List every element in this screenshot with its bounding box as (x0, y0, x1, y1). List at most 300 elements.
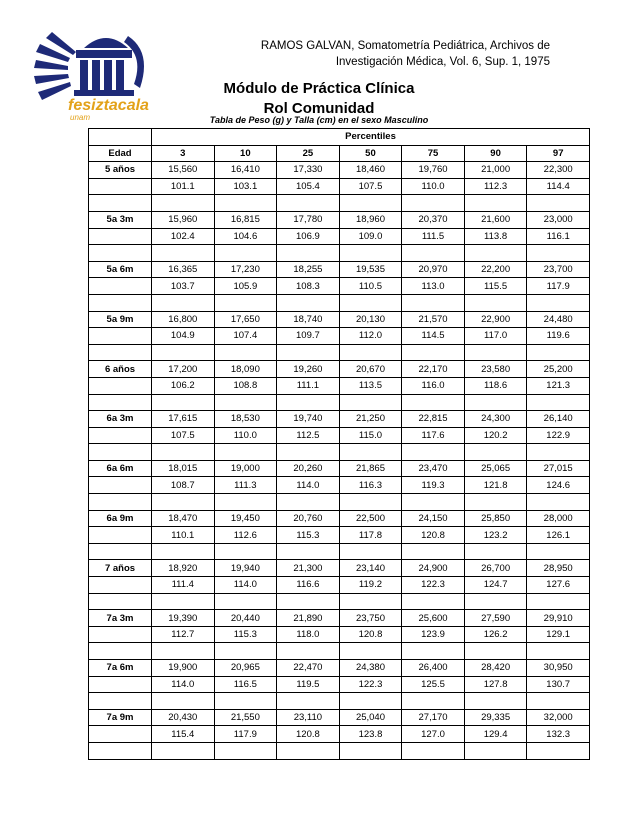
height-cell: 122.3 (402, 577, 465, 594)
height-cell: 121.3 (527, 377, 590, 394)
height-cell: 107.4 (214, 328, 277, 345)
weight-cell: 21,300 (277, 560, 340, 577)
weight-cell: 23,470 (402, 460, 465, 477)
spacer-cell (214, 294, 277, 311)
spacer-cell (339, 245, 402, 262)
weight-cell: 30,950 (527, 660, 590, 677)
weight-cell: 20,970 (402, 261, 465, 278)
spacer-cell (277, 394, 340, 411)
age-label-cell: 5a 9m (89, 311, 152, 328)
weight-cell: 26,140 (527, 411, 590, 428)
weight-cell: 23,580 (464, 361, 527, 378)
height-cell: 111.3 (214, 477, 277, 494)
spacer-cell (464, 444, 527, 461)
table-row-height (89, 477, 590, 494)
spacer-cell (464, 245, 527, 262)
height-cell: 122.9 (527, 427, 590, 444)
table-caption: Tabla de Peso (g) y Talla (cm) en el sexo Masculino (209, 115, 429, 125)
table-row-height (89, 178, 590, 195)
weight-cell: 20,130 (339, 311, 402, 328)
spacer-cell (277, 543, 340, 560)
percentiles-header: Percentiles (152, 129, 590, 146)
table-row-height (89, 328, 590, 345)
age-label-cell: 7a 3m (89, 610, 152, 627)
height-cell: 109.0 (339, 228, 402, 245)
spacer-cell (464, 693, 527, 710)
height-cell: 117.9 (527, 278, 590, 295)
table-row-height (89, 377, 590, 394)
height-cell: 113.5 (339, 377, 402, 394)
height-cell: 107.5 (152, 427, 215, 444)
spacer-cell (464, 494, 527, 511)
spacer-cell (214, 593, 277, 610)
percentile-header-cell: 25 (277, 145, 340, 162)
table-row-weight (89, 311, 590, 328)
spacer-cell (339, 742, 402, 759)
spacer-cell (214, 543, 277, 560)
weight-cell: 15,560 (152, 162, 215, 179)
spacer-cell (277, 245, 340, 262)
spacer-cell (214, 344, 277, 361)
height-cell: 111.4 (152, 577, 215, 594)
weight-cell: 21,865 (339, 460, 402, 477)
table-row-height (89, 527, 590, 544)
height-cell: 104.9 (152, 328, 215, 345)
weight-cell: 27,015 (527, 460, 590, 477)
height-cell: 105.4 (277, 178, 340, 195)
spacer-cell (402, 195, 465, 212)
height-cell: 111.5 (402, 228, 465, 245)
weight-cell: 28,420 (464, 660, 527, 677)
spacer-cell (527, 245, 590, 262)
empty-age-cell (89, 328, 152, 345)
height-cell: 115.5 (464, 278, 527, 295)
weight-cell: 28,950 (527, 560, 590, 577)
table-body (89, 162, 590, 759)
weight-cell: 19,450 (214, 510, 277, 527)
height-cell: 119.2 (339, 577, 402, 594)
spacer-cell (89, 444, 152, 461)
height-cell: 110.5 (339, 278, 402, 295)
empty-age-cell (89, 726, 152, 743)
empty-age-cell (89, 377, 152, 394)
spacer-cell (277, 195, 340, 212)
citation (250, 38, 550, 70)
weight-cell: 19,900 (152, 660, 215, 677)
height-cell: 113.8 (464, 228, 527, 245)
empty-age-cell (89, 577, 152, 594)
weight-cell: 21,600 (464, 211, 527, 228)
age-label-cell: 7 años (89, 560, 152, 577)
table-row-height (89, 577, 590, 594)
spacer-cell (277, 494, 340, 511)
spacer-cell (152, 394, 215, 411)
table-row-weight (89, 460, 590, 477)
spacer-cell (402, 245, 465, 262)
spacer-cell (277, 643, 340, 660)
weight-cell: 25,040 (339, 709, 402, 726)
table-row-weight (89, 660, 590, 677)
height-cell: 111.1 (277, 377, 340, 394)
height-cell: 112.7 (152, 626, 215, 643)
spacer-cell (339, 195, 402, 212)
table-row-spacer (89, 195, 590, 212)
age-label-cell: 5a 6m (89, 261, 152, 278)
weight-cell: 15,960 (152, 211, 215, 228)
spacer-cell (464, 195, 527, 212)
weight-cell: 16,815 (214, 211, 277, 228)
spacer-cell (339, 444, 402, 461)
spacer-cell (214, 394, 277, 411)
height-cell: 127.0 (402, 726, 465, 743)
height-cell: 116.1 (527, 228, 590, 245)
weight-cell: 23,140 (339, 560, 402, 577)
page-title: Módulo de Práctica Clínica (223, 80, 415, 97)
spacer-cell (89, 195, 152, 212)
table-row-spacer (89, 394, 590, 411)
weight-cell: 22,500 (339, 510, 402, 527)
height-cell: 119.3 (402, 477, 465, 494)
height-cell: 114.5 (402, 328, 465, 345)
height-cell: 120.8 (402, 527, 465, 544)
height-cell: 118.6 (464, 377, 527, 394)
weight-cell: 16,365 (152, 261, 215, 278)
spacer-cell (339, 643, 402, 660)
spacer-cell (402, 742, 465, 759)
logo-brand-text: fesiztacala (68, 97, 149, 114)
weight-cell: 27,590 (464, 610, 527, 627)
height-cell: 106.2 (152, 377, 215, 394)
weight-cell: 29,335 (464, 709, 527, 726)
height-cell: 119.6 (527, 328, 590, 345)
height-cell: 116.0 (402, 377, 465, 394)
height-cell: 107.5 (339, 178, 402, 195)
spacer-cell (464, 294, 527, 311)
percentile-header-cell: 3 (152, 145, 215, 162)
spacer-cell (277, 693, 340, 710)
height-cell: 129.4 (464, 726, 527, 743)
spacer-cell (464, 593, 527, 610)
age-column-header: Edad (89, 145, 152, 162)
empty-age-cell (89, 527, 152, 544)
table-row-height (89, 726, 590, 743)
table-row-height (89, 626, 590, 643)
height-cell: 120.8 (277, 726, 340, 743)
weight-cell: 16,800 (152, 311, 215, 328)
weight-cell: 18,015 (152, 460, 215, 477)
height-cell: 117.8 (339, 527, 402, 544)
height-cell: 110.0 (214, 427, 277, 444)
height-cell: 116.5 (214, 676, 277, 693)
spacer-cell (152, 444, 215, 461)
weight-cell: 23,700 (527, 261, 590, 278)
weight-cell: 22,470 (277, 660, 340, 677)
spacer-cell (339, 693, 402, 710)
table-row-spacer (89, 494, 590, 511)
empty-age-cell (89, 477, 152, 494)
age-label-cell: 5a 3m (89, 211, 152, 228)
spacer-cell (402, 693, 465, 710)
table-row-weight (89, 162, 590, 179)
height-cell: 103.7 (152, 278, 215, 295)
table-row-height (89, 278, 590, 295)
table-row-weight (89, 610, 590, 627)
table-row-spacer (89, 245, 590, 262)
weight-cell: 26,700 (464, 560, 527, 577)
weight-cell: 27,170 (402, 709, 465, 726)
height-cell: 116.6 (277, 577, 340, 594)
table-row-weight (89, 560, 590, 577)
table-row-spacer (89, 543, 590, 560)
table-row-spacer (89, 643, 590, 660)
height-cell: 125.5 (402, 676, 465, 693)
height-cell: 114.0 (277, 477, 340, 494)
weight-cell: 20,760 (277, 510, 340, 527)
percentile-table (88, 128, 590, 760)
weight-cell: 18,920 (152, 560, 215, 577)
height-cell: 114.0 (214, 577, 277, 594)
weight-cell: 19,000 (214, 460, 277, 477)
weight-cell: 19,260 (277, 361, 340, 378)
age-label-cell: 6a 3m (89, 411, 152, 428)
weight-cell: 16,410 (214, 162, 277, 179)
spacer-cell (464, 643, 527, 660)
table-row-spacer (89, 344, 590, 361)
spacer-cell (339, 344, 402, 361)
spacer-cell (277, 294, 340, 311)
spacer-cell (402, 394, 465, 411)
weight-cell: 26,400 (402, 660, 465, 677)
table-row-weight (89, 361, 590, 378)
weight-cell: 20,670 (339, 361, 402, 378)
age-label-cell: 6 años (89, 361, 152, 378)
height-cell: 104.6 (214, 228, 277, 245)
spacer-cell (402, 494, 465, 511)
spacer-cell (464, 344, 527, 361)
spacer-cell (527, 444, 590, 461)
table-row-weight (89, 510, 590, 527)
spacer-cell (89, 543, 152, 560)
empty-age-cell (89, 626, 152, 643)
spacer-cell (402, 543, 465, 560)
height-cell: 112.0 (339, 328, 402, 345)
table-row-weight (89, 261, 590, 278)
height-cell: 105.9 (214, 278, 277, 295)
spacer-cell (527, 593, 590, 610)
height-cell: 114.0 (152, 676, 215, 693)
spacer-cell (527, 394, 590, 411)
empty-age-cell (89, 278, 152, 295)
height-cell: 126.2 (464, 626, 527, 643)
age-label-cell: 7a 9m (89, 709, 152, 726)
weight-cell: 20,430 (152, 709, 215, 726)
spacer-cell (277, 593, 340, 610)
weight-cell: 17,650 (214, 311, 277, 328)
spacer-cell (152, 593, 215, 610)
weight-cell: 22,170 (402, 361, 465, 378)
weight-cell: 22,300 (527, 162, 590, 179)
height-cell: 129.1 (527, 626, 590, 643)
weight-cell: 24,150 (402, 510, 465, 527)
table-row-spacer (89, 742, 590, 759)
height-cell: 110.1 (152, 527, 215, 544)
percentile-header-cell: 75 (402, 145, 465, 162)
citation-line-1: RAMOS GALVAN, Somatometría Pediátrica, Archivos de (260, 40, 550, 52)
empty-age-cell (89, 676, 152, 693)
weight-cell: 19,740 (277, 411, 340, 428)
weight-cell: 17,615 (152, 411, 215, 428)
spacer-cell (152, 344, 215, 361)
weight-cell: 21,550 (214, 709, 277, 726)
spacer-cell (214, 742, 277, 759)
height-cell: 112.3 (464, 178, 527, 195)
height-cell: 117.0 (464, 328, 527, 345)
spacer-cell (527, 344, 590, 361)
spacer-cell (214, 693, 277, 710)
weight-cell: 23,750 (339, 610, 402, 627)
height-cell: 124.7 (464, 577, 527, 594)
spacer-cell (339, 294, 402, 311)
weight-cell: 24,480 (527, 311, 590, 328)
table-row-weight (89, 709, 590, 726)
weight-cell: 19,940 (214, 560, 277, 577)
spacer-cell (527, 742, 590, 759)
spacer-cell (527, 643, 590, 660)
spacer-cell (89, 494, 152, 511)
age-label-cell: 6a 9m (89, 510, 152, 527)
weight-cell: 20,965 (214, 660, 277, 677)
height-cell: 106.9 (277, 228, 340, 245)
spacer-cell (152, 294, 215, 311)
table-row-height (89, 228, 590, 245)
empty-age-cell (89, 178, 152, 195)
spacer-cell (527, 543, 590, 560)
weight-cell: 18,090 (214, 361, 277, 378)
weight-cell: 21,570 (402, 311, 465, 328)
height-cell: 121.8 (464, 477, 527, 494)
weight-cell: 19,535 (339, 261, 402, 278)
logo-sub-text: unam (70, 113, 91, 122)
height-cell: 127.6 (527, 577, 590, 594)
percentile-header-cell: 90 (464, 145, 527, 162)
age-label-cell: 6a 6m (89, 460, 152, 477)
spacer-cell (152, 245, 215, 262)
spacer-cell (89, 593, 152, 610)
height-cell: 118.0 (277, 626, 340, 643)
height-cell: 115.4 (152, 726, 215, 743)
spacer-cell (464, 394, 527, 411)
weight-cell: 32,000 (527, 709, 590, 726)
age-label-cell: 5 años (89, 162, 152, 179)
height-cell: 101.1 (152, 178, 215, 195)
table-row-weight (89, 211, 590, 228)
weight-cell: 19,760 (402, 162, 465, 179)
spacer-cell (527, 195, 590, 212)
height-cell: 108.8 (214, 377, 277, 394)
weight-cell: 20,260 (277, 460, 340, 477)
height-cell: 116.3 (339, 477, 402, 494)
spacer-cell (527, 294, 590, 311)
height-cell: 124.6 (527, 477, 590, 494)
weight-cell: 17,230 (214, 261, 277, 278)
height-cell: 127.8 (464, 676, 527, 693)
page-subtitle: Rol Comunidad (263, 100, 375, 117)
height-cell: 122.3 (339, 676, 402, 693)
weight-cell: 21,000 (464, 162, 527, 179)
weight-cell: 18,470 (152, 510, 215, 527)
spacer-cell (402, 344, 465, 361)
height-cell: 103.1 (214, 178, 277, 195)
spacer-cell (214, 245, 277, 262)
table-row-spacer (89, 444, 590, 461)
weight-cell: 22,900 (464, 311, 527, 328)
weight-cell: 17,200 (152, 361, 215, 378)
percentile-header-cell: 50 (339, 145, 402, 162)
weight-cell: 19,390 (152, 610, 215, 627)
spacer-cell (527, 494, 590, 511)
spacer-cell (89, 245, 152, 262)
height-cell: 117.9 (214, 726, 277, 743)
weight-cell: 25,200 (527, 361, 590, 378)
height-cell: 117.6 (402, 427, 465, 444)
weight-cell: 18,960 (339, 211, 402, 228)
empty-header-cell (89, 129, 152, 146)
weight-cell: 20,370 (402, 211, 465, 228)
column-header-row (89, 145, 590, 162)
spacer-cell (89, 742, 152, 759)
percentile-header-cell: 10 (214, 145, 277, 162)
weight-cell: 17,780 (277, 211, 340, 228)
weight-cell: 23,110 (277, 709, 340, 726)
spacer-cell (152, 543, 215, 560)
weight-cell: 21,250 (339, 411, 402, 428)
height-cell: 113.0 (402, 278, 465, 295)
spacer-cell (152, 643, 215, 660)
spacer-cell (339, 593, 402, 610)
height-cell: 130.7 (527, 676, 590, 693)
height-cell: 123.8 (339, 726, 402, 743)
height-cell: 126.1 (527, 527, 590, 544)
table-row-height (89, 676, 590, 693)
weight-cell: 25,850 (464, 510, 527, 527)
weight-cell: 18,530 (214, 411, 277, 428)
spacer-cell (277, 742, 340, 759)
height-cell: 120.8 (339, 626, 402, 643)
table-row-spacer (89, 693, 590, 710)
weight-cell: 22,200 (464, 261, 527, 278)
table-row-spacer (89, 593, 590, 610)
spacer-cell (152, 494, 215, 511)
spacer-cell (214, 643, 277, 660)
spacer-cell (402, 643, 465, 660)
spacer-cell (89, 693, 152, 710)
table-row-spacer (89, 294, 590, 311)
spacer-cell (214, 494, 277, 511)
height-cell: 112.5 (277, 427, 340, 444)
height-cell: 108.3 (277, 278, 340, 295)
weight-cell: 25,065 (464, 460, 527, 477)
spacer-cell (89, 643, 152, 660)
height-cell: 110.0 (402, 178, 465, 195)
weight-cell: 21,890 (277, 610, 340, 627)
weight-cell: 17,330 (277, 162, 340, 179)
spacer-cell (402, 294, 465, 311)
height-cell: 120.2 (464, 427, 527, 444)
weight-cell: 24,900 (402, 560, 465, 577)
spacer-cell (152, 742, 215, 759)
empty-age-cell (89, 427, 152, 444)
weight-cell: 24,300 (464, 411, 527, 428)
